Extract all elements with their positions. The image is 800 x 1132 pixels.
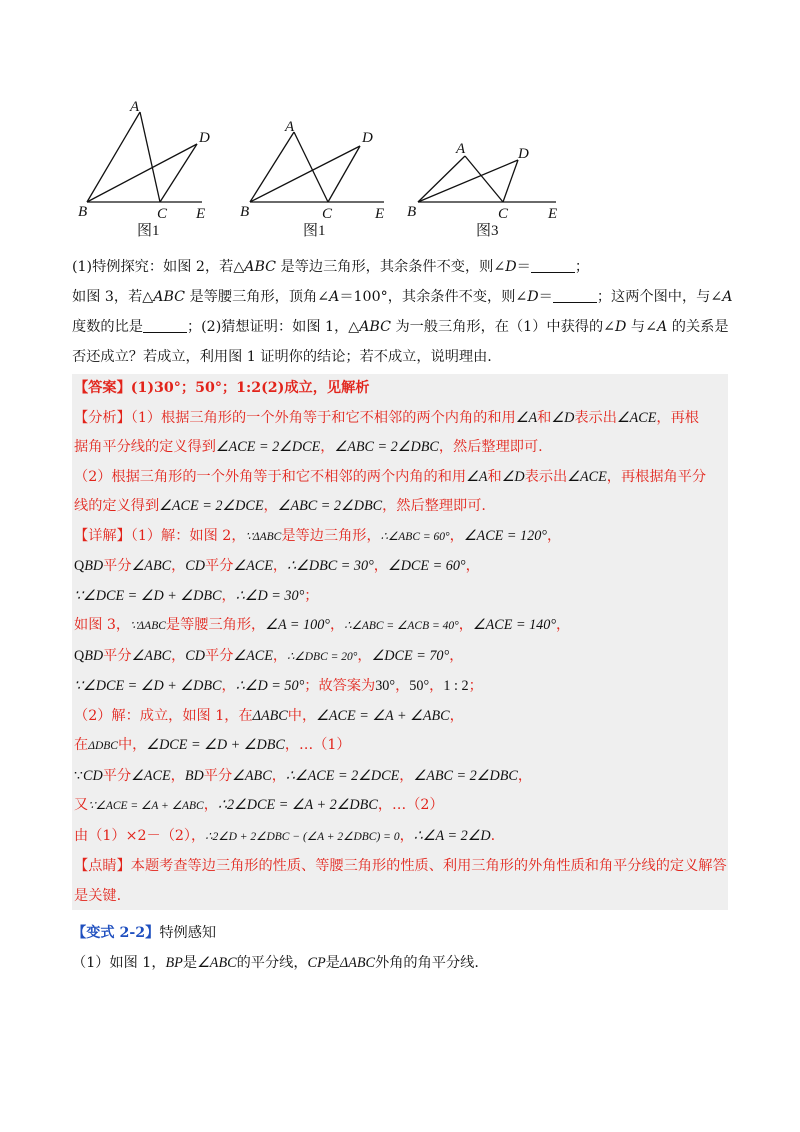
variant-heading [72,918,732,948]
fig2-label-c: C [322,206,333,222]
fig3-caption: 图3 [476,223,499,239]
detail-line-6: ∵∠DCE = ∠D + ∠DBC，∴∠D = 50°；故答案为30°，50°，1 : 2； [74,678,483,694]
answer-blank-2[interactable] [553,288,597,303]
answer-section [72,374,728,910]
detail-line-5: QBD平分∠ABC，CD平分∠ACE，∴∠DBC = 20°，∠DCE = 70°， [74,647,464,664]
answer-blank-1[interactable] [531,258,575,273]
fig2-label-d: D [362,130,373,146]
comment-line-1: 【点睛】本题考查等边三角形的性质、等腰三角形的性质、利用三角形的外角性质和角平分线的定义解答 [74,858,727,874]
fig3-label-a: A [456,141,466,157]
analysis-line-4: 线的定义得到∠ACE = 2∠DCE，∠ABC = 2∠DBC，然后整理即可. [74,498,486,514]
detail-line-7: （2）解：成立，如图 1，在ΔABC中，∠ACE = ∠A + ∠ABC， [74,707,464,724]
variant-title: 特例感知 [159,925,217,941]
fig2-caption: 图1 [303,223,326,239]
detail-line-4: 如图 3，∵ΔABC是等腰三角形，∠A = 100°，∴∠ABC = ∠ACB = 40°，∠ACE = 140°， [74,617,571,633]
fig1-label-a: A [130,99,140,115]
detail-line-9: ∵CD平分∠ACE，BD平分∠ABC，∴∠ACE = 2∠DCE，∠ABC = 2∠DBC， [74,767,533,784]
fig1-label-e: E [196,206,206,222]
figure-1 [87,112,202,202]
detail-line-11: 由（1）×2－（2），∴2∠D + 2∠DBC − (∠A + 2∠DBC) = 0，∴∠A = 2∠D. [74,827,496,844]
fig3-label-b: B [407,204,417,220]
question-line-3: 度数的比是 ；(2)猜想证明：如图 1，△ABC 为一般三角形，在（1）中获得的∠D 与∠A 的关系是 [72,319,729,335]
detail-line-2: QBD平分∠ABC，CD平分∠ACE，∴∠DBC = 30°，∠DCE = 60°， [74,558,480,574]
question-text [72,252,732,372]
variant-line-1: （1）如图 1，BP是∠ABC的平分线，CP是ΔABC外角的角平分线. [72,955,479,971]
figure-3 [418,156,556,202]
fig2-label-a: A [285,119,295,135]
analysis-line-2: 据角平分线的定义得到∠ACE = 2∠DCE，∠ABC = 2∠DBC，然后整理即可. [74,439,543,455]
detail-line-10: 又∵∠ACE = ∠A + ∠ABC，∴2∠DCE = ∠A + 2∠DBC，…（2） [74,797,444,813]
comment-line-2: 是关键. [74,887,122,904]
variant-section [72,918,732,978]
detail-line-8: 在ΔDBC中，∠DCE = ∠D + ∠DBC，…（1） [74,737,351,753]
geometry-figures [72,92,572,242]
analysis-line-3: （2）根据三角形的一个外角等于和它不相邻的两个内角的和用∠A和∠D表示出∠ACE，再根据角平分 [74,468,707,485]
variant-tag: 【变式 2-2】 [72,925,160,941]
detail-line-1: 【详解】（1）解：如图 2，∵ΔABC是等边三角形，∴∠ABC = 60°，∠ACE = 120°， [74,527,562,544]
analysis-line-1: 【分析】（1）根据三角形的一个外角等于和它不相邻的两个内角的和用∠A和∠D表示出∠ACE，再根 [74,409,699,426]
detail-line-3: ∵∠DCE = ∠D + ∠DBC，∴∠D = 30°； [74,587,319,604]
answer-blank-3[interactable] [143,318,187,333]
question-line-4: 否还成立？若成立，利用图 1 证明你的结论；若不成立，说明理由. [72,349,492,365]
fig3-label-d: D [518,146,529,162]
fig1-label-d: D [199,130,210,146]
answer-line: 【答案】(1)30°；50°；1:2(2)成立，见解析 [74,380,370,396]
fig1-label-b: B [78,204,88,220]
question-line-2: 如图 3，若△ABC 是等腰三角形，顶角∠A＝100°，其余条件不变，则∠D＝ ；这两个图中，与∠A [72,289,733,305]
fig1-label-c: C [157,206,168,222]
fig3-label-e: E [548,206,558,222]
fig1-caption: 图1 [137,223,160,239]
question-line-1: (1)特例探究：如图 2，若△ABC 是等边三角形，其余条件不变，则∠D＝ ； [72,259,590,275]
fig3-label-c: C [498,206,509,222]
fig2-label-b: B [240,204,250,220]
fig2-label-e: E [375,206,385,222]
